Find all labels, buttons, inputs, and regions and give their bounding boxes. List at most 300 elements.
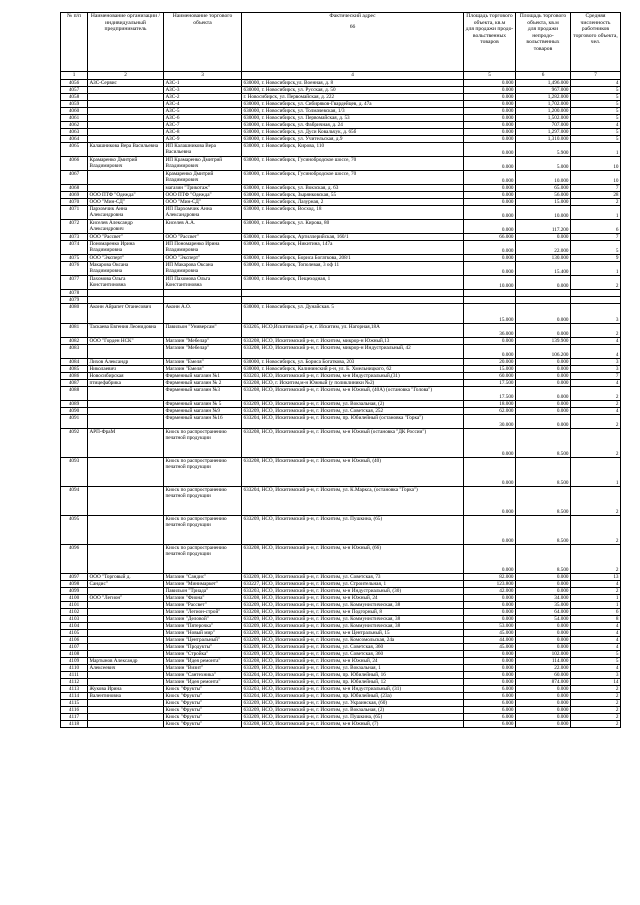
table-row — [61, 379, 621, 386]
nonfood-area-value: 0.000 — [516, 323, 571, 337]
row-number: 4097 — [61, 573, 88, 580]
trade-object-name: ООО "Мин-СД" — [164, 198, 242, 205]
row-number: 4085 — [61, 365, 88, 372]
food-area-value: 0.000 — [464, 594, 516, 601]
row-number: 4112 — [61, 678, 88, 685]
actual-address: 630000, г. Новосибирск, ул. Вокзская, д. 63 — [242, 184, 464, 191]
trade-object-name: ИП Пономаренко Ирина Владимировна — [164, 240, 242, 254]
header-col-address — [242, 13, 464, 72]
actual-address: 633209, НСО, Искитимский р-н, г. Искитим, ул. Вокзальная, 1 — [242, 664, 464, 671]
organization-name — [88, 706, 164, 713]
workers-count: 3 — [571, 303, 621, 323]
actual-address: 633209, НСО, Искитимский р-н, г. Искитим, ул. Пушкина, (65) — [242, 713, 464, 720]
trade-object-name: Магазин "Мебелар" — [164, 344, 242, 358]
nonfood-area-value: 8.500 — [516, 457, 571, 486]
table-row — [61, 685, 621, 692]
food-area-value: 0.000 — [464, 657, 516, 664]
row-number: 4106 — [61, 636, 88, 643]
actual-address: 633208, НСО, Искитимский р-н, г. Искитим, микрор-н Южный,13 — [242, 337, 464, 344]
table-row — [61, 544, 621, 573]
table-row — [61, 372, 621, 379]
row-number: 4107 — [61, 643, 88, 650]
trade-object-name: ИП Пахомова Ольга Константиновна — [164, 275, 242, 289]
row-number: 4080 — [61, 303, 88, 323]
actual-address: 633209, НСО, Искитимский р-н, г. Искитим, м-н Центральный, 15 — [242, 629, 464, 636]
food-area-value: 0.000 — [464, 261, 516, 275]
actual-address: 633208, НСО, г. Искитим,м-н Южный (у поликлиники №2) — [242, 379, 464, 386]
workers-count: 6 — [571, 219, 621, 233]
workers-count: 2 — [571, 699, 621, 706]
row-number: 4096 — [61, 544, 88, 573]
nonfood-area-value: 130.000 — [516, 254, 571, 261]
organization-name — [88, 643, 164, 650]
food-area-value: 0.000 — [464, 678, 516, 685]
table-row — [61, 344, 621, 358]
row-number: 4098 — [61, 580, 88, 587]
food-area-value: 6.000 — [464, 699, 516, 706]
actual-address: 630000, г. Новосибирск, Пещеходная, 1 — [242, 275, 464, 289]
row-number: 4084 — [61, 358, 88, 365]
actual-address: 633208, НСО, Искитимский р-н, г. Искитим, м-н Южный, 24 — [242, 657, 464, 664]
food-area-value: 10.000 — [464, 275, 516, 289]
actual-address: 630000, г. Новосибирск, Восход, 18 — [242, 205, 464, 219]
actual-address: 630000, г. Новосибирск, Артиллерийская, 160/1 — [242, 233, 464, 240]
workers-count: 4 — [571, 337, 621, 344]
actual-address: г. Новосибирск, ул. Первомайская, д. 222 — [242, 93, 464, 100]
food-area-value: 0.000 — [464, 205, 516, 219]
column-number: 6 — [516, 72, 571, 80]
organization-name — [88, 170, 164, 184]
trade-object-name: Киоск "Фрукты" — [164, 699, 242, 706]
nonfood-area-value: 0.000 — [516, 720, 571, 727]
table-row — [61, 713, 621, 720]
row-number: 4064 — [61, 135, 88, 142]
nonfood-area-value: 10.000 — [516, 205, 571, 219]
food-area-value: 18.000 — [464, 400, 516, 407]
workers-count: 2 — [571, 323, 621, 337]
trade-object-name: Магазин "Деловой" — [164, 615, 242, 622]
row-number: 4057 — [61, 86, 88, 93]
trade-object-name: ИП Калашникова Вера Васильевна — [164, 142, 242, 156]
organization-name — [88, 486, 164, 515]
trade-object-name: АЗС-4 — [164, 100, 242, 107]
trade-object-name: Магазин "Идея ремонта" — [164, 657, 242, 664]
row-number: 4068 — [61, 184, 88, 191]
row-number: 4092 — [61, 428, 88, 457]
food-area-value: 0.000 — [464, 337, 516, 344]
actual-address: 630000, г. Новосибирск, ул. Дунайская. 5 — [242, 303, 464, 323]
row-number: 4075 — [61, 254, 88, 261]
food-area-value: 0.000 — [464, 428, 516, 457]
food-area-value: 0.000 — [464, 544, 516, 573]
workers-count: 4 — [571, 622, 621, 629]
trade-object-name: АЗС-7 — [164, 121, 242, 128]
table-row — [61, 414, 621, 428]
column-number: 5 — [464, 72, 516, 80]
workers-count: 2 — [571, 685, 621, 692]
organization-name: Калашникова Вера Васильевна — [88, 142, 164, 156]
organization-name: Таскаева Евгения Леонидовна — [88, 323, 164, 337]
organization-name: Мартынов Александр — [88, 657, 164, 664]
food-area-value: 0.000 — [464, 170, 516, 184]
trade-object-name: Магазин "Емеля" — [164, 365, 242, 372]
trade-object-name: ИП Крамаренко Дмитрий Владимирович — [164, 156, 242, 170]
nonfood-area-value: 0.000 — [516, 706, 571, 713]
row-number: 4078 — [61, 289, 88, 296]
trade-object-name: Магазин "Мебелар" — [164, 337, 242, 344]
row-number: 4089 — [61, 400, 88, 407]
organization-name: ООО ПТФ "Одежда" — [88, 191, 164, 198]
nonfood-area-value: 0.000 — [516, 400, 571, 407]
nonfood-area-value: 56.000 — [516, 191, 571, 198]
workers-count: 4 — [571, 629, 621, 636]
row-number: 4071 — [61, 205, 88, 219]
workers-count: 1 — [571, 142, 621, 156]
actual-address: 633209, НСО, Искитимский р-н, г. Искитим, ул. Украинская, (60) — [242, 699, 464, 706]
workers-count: 8 — [571, 615, 621, 622]
workers-count: 4 — [571, 643, 621, 650]
nonfood-area-value: 106.200 — [516, 344, 571, 358]
organization-name — [88, 629, 164, 636]
table-row — [61, 156, 621, 170]
actual-address: 630000, г. Новосибирск, ул. Кирова, 80 — [242, 219, 464, 233]
table-row — [61, 678, 621, 685]
organization-name — [88, 515, 164, 544]
organization-name — [88, 671, 164, 678]
organization-name — [88, 184, 164, 191]
workers-count: 5 — [571, 86, 621, 93]
workers-count: 4 — [571, 407, 621, 414]
table-row — [61, 337, 621, 344]
workers-count: 4 — [571, 580, 621, 587]
food-area-value: 66.000 — [464, 233, 516, 240]
row-number: 4105 — [61, 629, 88, 636]
nonfood-area-value: 1,200.000 — [516, 107, 571, 114]
actual-address: 630000, г. Новосибирск, ул. Учительская, д.9 — [242, 135, 464, 142]
actual-address: 633203, НСО, Искитимский р-н, г. Искитим, м-н Индустриальный, (31) — [242, 685, 464, 692]
trade-object-name: магазин "Трикотаж" — [164, 184, 242, 191]
workers-count: 4 — [571, 379, 621, 386]
actual-address: 633208, НСО, Искитимский р-н, г. Искитим, м-н Южный (остановка "ДК России") — [242, 428, 464, 457]
row-number: 4110 — [61, 664, 88, 671]
row-number: 4090 — [61, 407, 88, 414]
trade-object-name: Магазин "Легион-строй" — [164, 608, 242, 615]
workers-count: 2 — [571, 414, 621, 428]
nonfood-area-value: 60.000 — [516, 671, 571, 678]
organization-name — [88, 86, 164, 93]
row-number: 4079 — [61, 296, 88, 303]
actual-address: 630000, г. Новосибирск, ул. Сибиряков-Гвардейцев, д. 47а — [242, 100, 464, 107]
food-area-value: 0.000 — [464, 121, 516, 128]
row-number: 4069 — [61, 191, 88, 198]
trade-object-name: Киоск по распространению печатной продукции — [164, 515, 242, 544]
table-row — [61, 107, 621, 114]
food-area-value: 20.000 — [464, 358, 516, 365]
organization-name — [88, 135, 164, 142]
food-area-value: 6.000 — [464, 720, 516, 727]
actual-address: 633203, НСО, Искитимский р-н, г. Искитим, м-н Индустриальный, (30) — [242, 587, 464, 594]
nonfood-area-value: 34.000 — [516, 594, 571, 601]
trade-object-name: АЗС-6 — [164, 114, 242, 121]
actual-address: 630000, г. Новосибирск, Кирова, 110 — [242, 142, 464, 156]
row-number: 4100 — [61, 594, 88, 601]
table-row — [61, 86, 621, 93]
trade-object-name: Магазин "Емеля" — [164, 358, 242, 365]
row-number: 4088 — [61, 386, 88, 400]
nonfood-area-value — [516, 289, 571, 296]
actual-address: 633209, НСО, Искитимский р-н, г. Искитим, ул. Пушкина, (65) — [242, 515, 464, 544]
trade-object-name: АЗС-9 — [164, 135, 242, 142]
workers-count: 2 — [571, 713, 621, 720]
table-row — [61, 608, 621, 615]
organization-name: Николаевич — [88, 365, 164, 372]
row-number: 4102 — [61, 608, 88, 615]
actual-address: 630000, г. Новосибирск, ул. Дуси Ковальчук, д. 65б — [242, 128, 464, 135]
organization-name — [88, 587, 164, 594]
food-area-value: 62.000 — [464, 407, 516, 414]
organization-name — [88, 400, 164, 407]
row-number: 4108 — [61, 650, 88, 657]
nonfood-area-value: 5.000 — [516, 156, 571, 170]
header-col-food-label: для продажи продо-вольственных товаров — [465, 26, 514, 46]
workers-count: 14 — [571, 678, 621, 685]
actual-address: 630000, г. Новосибирск, Бориса Богаткова, 208/1 — [242, 254, 464, 261]
table-row — [61, 323, 621, 337]
row-number: 4061 — [61, 114, 88, 121]
workers-count: 3 — [571, 365, 621, 372]
table-row — [61, 657, 621, 664]
nonfood-area-value: 0.000 — [516, 629, 571, 636]
trade-object-name: Фирменный магазин №3 — [164, 386, 242, 400]
row-number: 4094 — [61, 486, 88, 515]
workers-count: 7 — [571, 372, 621, 379]
trade-object-name: Фирменный магазин №1 — [164, 372, 242, 379]
food-area-value: 0.000 — [464, 107, 516, 114]
food-area-value: 6.000 — [464, 713, 516, 720]
workers-count: 6 — [571, 608, 621, 615]
actual-address: 633209, НСО, Искитимский р-н, г. Искитим, ул. Коммунистическая, 38 — [242, 622, 464, 629]
actual-address: 630000, г. Новосибирск, ул. Фабричная, д. 24 — [242, 121, 464, 128]
workers-count: 2 — [571, 544, 621, 573]
nonfood-area-value: 0.000 — [516, 580, 571, 587]
food-area-value: 123.800 — [464, 580, 516, 587]
header-col-area-label-2: Площадь торгового объекта, кв.м — [519, 13, 567, 26]
workers-count: 4 — [571, 121, 621, 128]
table-row — [61, 720, 621, 727]
row-number: 4095 — [61, 515, 88, 544]
organization-name: ООО "Эксперт" — [88, 254, 164, 261]
organization-name: ООО "Мин-СД" — [88, 198, 164, 205]
table-row — [61, 650, 621, 657]
food-area-value: 0.000 — [464, 135, 516, 142]
food-area-value: 60.000 — [464, 372, 516, 379]
trade-object-name: АЗС-1 — [164, 79, 242, 86]
actual-address: 633204, НСО, Искитимский р-н, г. Искитим, ул. К.Маркса, (остановка "Горка") — [242, 486, 464, 515]
nonfood-area-value: 0.000 — [516, 699, 571, 706]
actual-address: 633208, НСО, Искитимский р-н, г. Искитим, м-н Южный, 24 — [242, 594, 464, 601]
header-col-nonfood-area — [516, 13, 571, 72]
trade-object-name: Киоск по распространению печатной продукции — [164, 544, 242, 573]
table-row — [61, 587, 621, 594]
row-number: 4081 — [61, 323, 88, 337]
food-area-value: 0.000 — [464, 240, 516, 254]
header-col-number: № п/п — [61, 13, 88, 72]
workers-count: 28 — [571, 191, 621, 198]
organization-name — [88, 114, 164, 121]
table-row — [61, 629, 621, 636]
food-area-value: 44.000 — [464, 636, 516, 643]
workers-count: 1 — [571, 594, 621, 601]
trade-object-name: Фирменный магазин № 2 — [164, 379, 242, 386]
table-row — [61, 643, 621, 650]
nonfood-area-value: 1,310.000 — [516, 135, 571, 142]
workers-count: 2 — [571, 706, 621, 713]
nonfood-area-value — [516, 296, 571, 303]
workers-count: 5 — [571, 100, 621, 107]
trade-object-name: Павильон "Универсам" — [164, 323, 242, 337]
row-number: 4116 — [61, 706, 88, 713]
organization-name — [88, 622, 164, 629]
table-row — [61, 664, 621, 671]
trade-object-name: Киоск "Фрукты" — [164, 713, 242, 720]
table-row — [61, 296, 621, 303]
actual-address: 633204, НСО, Искитимский р-н, г. Искитим, пр. Юбилейный, (23а) — [242, 692, 464, 699]
header-col-nonfood-label: для продажи непродо-вольственных товаров — [526, 26, 560, 52]
actual-address: 630000, г. Новосибирск, Никитина, 147а — [242, 240, 464, 254]
nonfood-area-value: 0.000 — [516, 573, 571, 580]
nonfood-area-value: 0.000 — [516, 275, 571, 289]
row-number: 4062 — [61, 121, 88, 128]
workers-count: 4 — [571, 79, 621, 86]
workers-count: 4 — [571, 636, 621, 643]
table-row — [61, 622, 621, 629]
actual-address: 633203, НСО, Искитимский р-н, г. Искитим, м-н Индустриальный,(31) — [242, 372, 464, 379]
workers-count: 4 — [571, 344, 621, 358]
actual-address: 633209, НСО, Искитимский р-н, г. Искитим, ул. Коммунистическая, 38 — [242, 601, 464, 608]
page-number: 66 — [349, 23, 356, 30]
workers-count: 13 — [571, 573, 621, 580]
food-area-value: 0.000 — [464, 601, 516, 608]
food-area-value: 0.000 — [464, 515, 516, 544]
actual-address: 630000, г. Новосибирск, ул. Первомайская, д. 53 — [242, 114, 464, 121]
actual-address — [242, 296, 464, 303]
nonfood-area-value: 22.000 — [516, 240, 571, 254]
row-number: 4114 — [61, 692, 88, 699]
trade-object-name: ООО "Эксперт" — [164, 254, 242, 261]
food-area-value: 6.000 — [464, 685, 516, 692]
nonfood-area-value: 10.000 — [516, 170, 571, 184]
row-number: 4058 — [61, 93, 88, 100]
header-col-organization: Наименование организации / индивидуальный предприниматель — [88, 13, 164, 72]
workers-count: 2 — [571, 275, 621, 289]
food-area-value: 0.000 — [464, 128, 516, 135]
row-number: 4059 — [61, 100, 88, 107]
table-row — [61, 261, 621, 275]
table-body — [61, 79, 621, 727]
organization-name: Макарова Оксана Владимировна — [88, 261, 164, 275]
nonfood-area-value: 0.000 — [516, 636, 571, 643]
trade-object-name: Магазин "Новый мир" — [164, 629, 242, 636]
table-row — [61, 671, 621, 678]
actual-address: 633208, НСО, Искитимский р-н, г. Искитим, м-н Южный, (7) — [242, 720, 464, 727]
trade-object-name: Павильон "Триада" — [164, 587, 242, 594]
row-number: 4076 — [61, 261, 88, 275]
workers-count — [571, 289, 621, 296]
table-row — [61, 386, 621, 400]
row-number: 4067 — [61, 170, 88, 184]
organization-name — [88, 615, 164, 622]
nonfood-area-value: 707.000 — [516, 121, 571, 128]
trade-object-name: Магазин "Визит" — [164, 664, 242, 671]
row-number: 4074 — [61, 240, 88, 254]
organization-name: Аконн Айрапет Оганесович — [88, 303, 164, 323]
actual-address: 630000, г. Новосибирск, Гусинобродское шоссе, 70 — [242, 170, 464, 184]
organization-name: Пахомова Ольга Константиновна — [88, 275, 164, 289]
table-row — [61, 135, 621, 142]
header-col-object: Наименование торгового объекта — [164, 13, 242, 72]
column-number: 4 — [242, 72, 464, 80]
actual-address: 633204, НСО, Искитимский р-н, г. Искитим, пр. Юбилейный, 16 — [242, 671, 464, 678]
nonfood-area-value: 967.000 — [516, 86, 571, 93]
food-area-value: 0.000 — [464, 100, 516, 107]
organization-name — [88, 699, 164, 706]
table-row — [61, 170, 621, 184]
organization-name — [88, 121, 164, 128]
trade-object-name: Киоск по распространению печатной продукции — [164, 486, 242, 515]
food-area-value: 45.000 — [464, 629, 516, 636]
trade-object-name: Киселев А.А. — [164, 219, 242, 233]
organization-name — [88, 296, 164, 303]
column-number: 3 — [164, 72, 242, 80]
nonfood-area-value: 0.000 — [516, 414, 571, 428]
row-number: 4113 — [61, 685, 88, 692]
nonfood-area-value: 1,297.000 — [516, 128, 571, 135]
food-area-value: 53.000 — [464, 622, 516, 629]
organization-name — [88, 678, 164, 685]
organization-name: Новосибирская — [88, 372, 164, 379]
header-col-area-label: Площадь торгового объекта, кв.м — [466, 13, 513, 26]
workers-count: 5 — [571, 114, 621, 121]
trade-object-name: Фирменный магазин №16 — [164, 414, 242, 428]
nonfood-area-value: 114.000 — [516, 657, 571, 664]
trade-object-name: Фирменный магазин № 5 — [164, 400, 242, 407]
actual-address: 630000, г. Новосибирск, Лазурная, 2 — [242, 198, 464, 205]
actual-address: 633209, НСО, Искитимский р-н, г. Искитим, ул. Советская, 360 — [242, 643, 464, 650]
workers-count: 2 — [571, 198, 621, 205]
organization-name — [88, 720, 164, 727]
actual-address: 633204, НСО, Искитимский р-н, г. Искитим, пр. Юбилейный, 12 — [242, 678, 464, 685]
header-col-workers: Средняя численность работников торгового объекта, чел. — [571, 13, 621, 72]
nonfood-area-value: 0.000 — [516, 372, 571, 379]
row-number: 4109 — [61, 657, 88, 664]
food-area-value: 0.000 — [464, 219, 516, 233]
workers-count: 2 — [571, 587, 621, 594]
nonfood-area-value: 15.400 — [516, 261, 571, 275]
nonfood-area-value: 0.000 — [516, 303, 571, 323]
actual-address: 633208, НСО, Искитимский р-н, г. Искитим, м-н Южный, (40) — [242, 457, 464, 486]
row-number: 4082 — [61, 337, 88, 344]
table-row — [61, 240, 621, 254]
nonfood-area-value: 65.000 — [516, 184, 571, 191]
organization-name — [88, 386, 164, 400]
actual-address: 630000, г. Новосибирск, ул. Бориса Богаткова, 203 — [242, 358, 464, 365]
nonfood-area-value: 22.000 — [516, 664, 571, 671]
organization-name — [88, 544, 164, 573]
food-area-value: 0.000 — [464, 650, 516, 657]
workers-count: 5 — [571, 650, 621, 657]
organization-name: АЗС-Сервис — [88, 79, 164, 86]
trade-object-name: Киоск "Фрукты" — [164, 692, 242, 699]
